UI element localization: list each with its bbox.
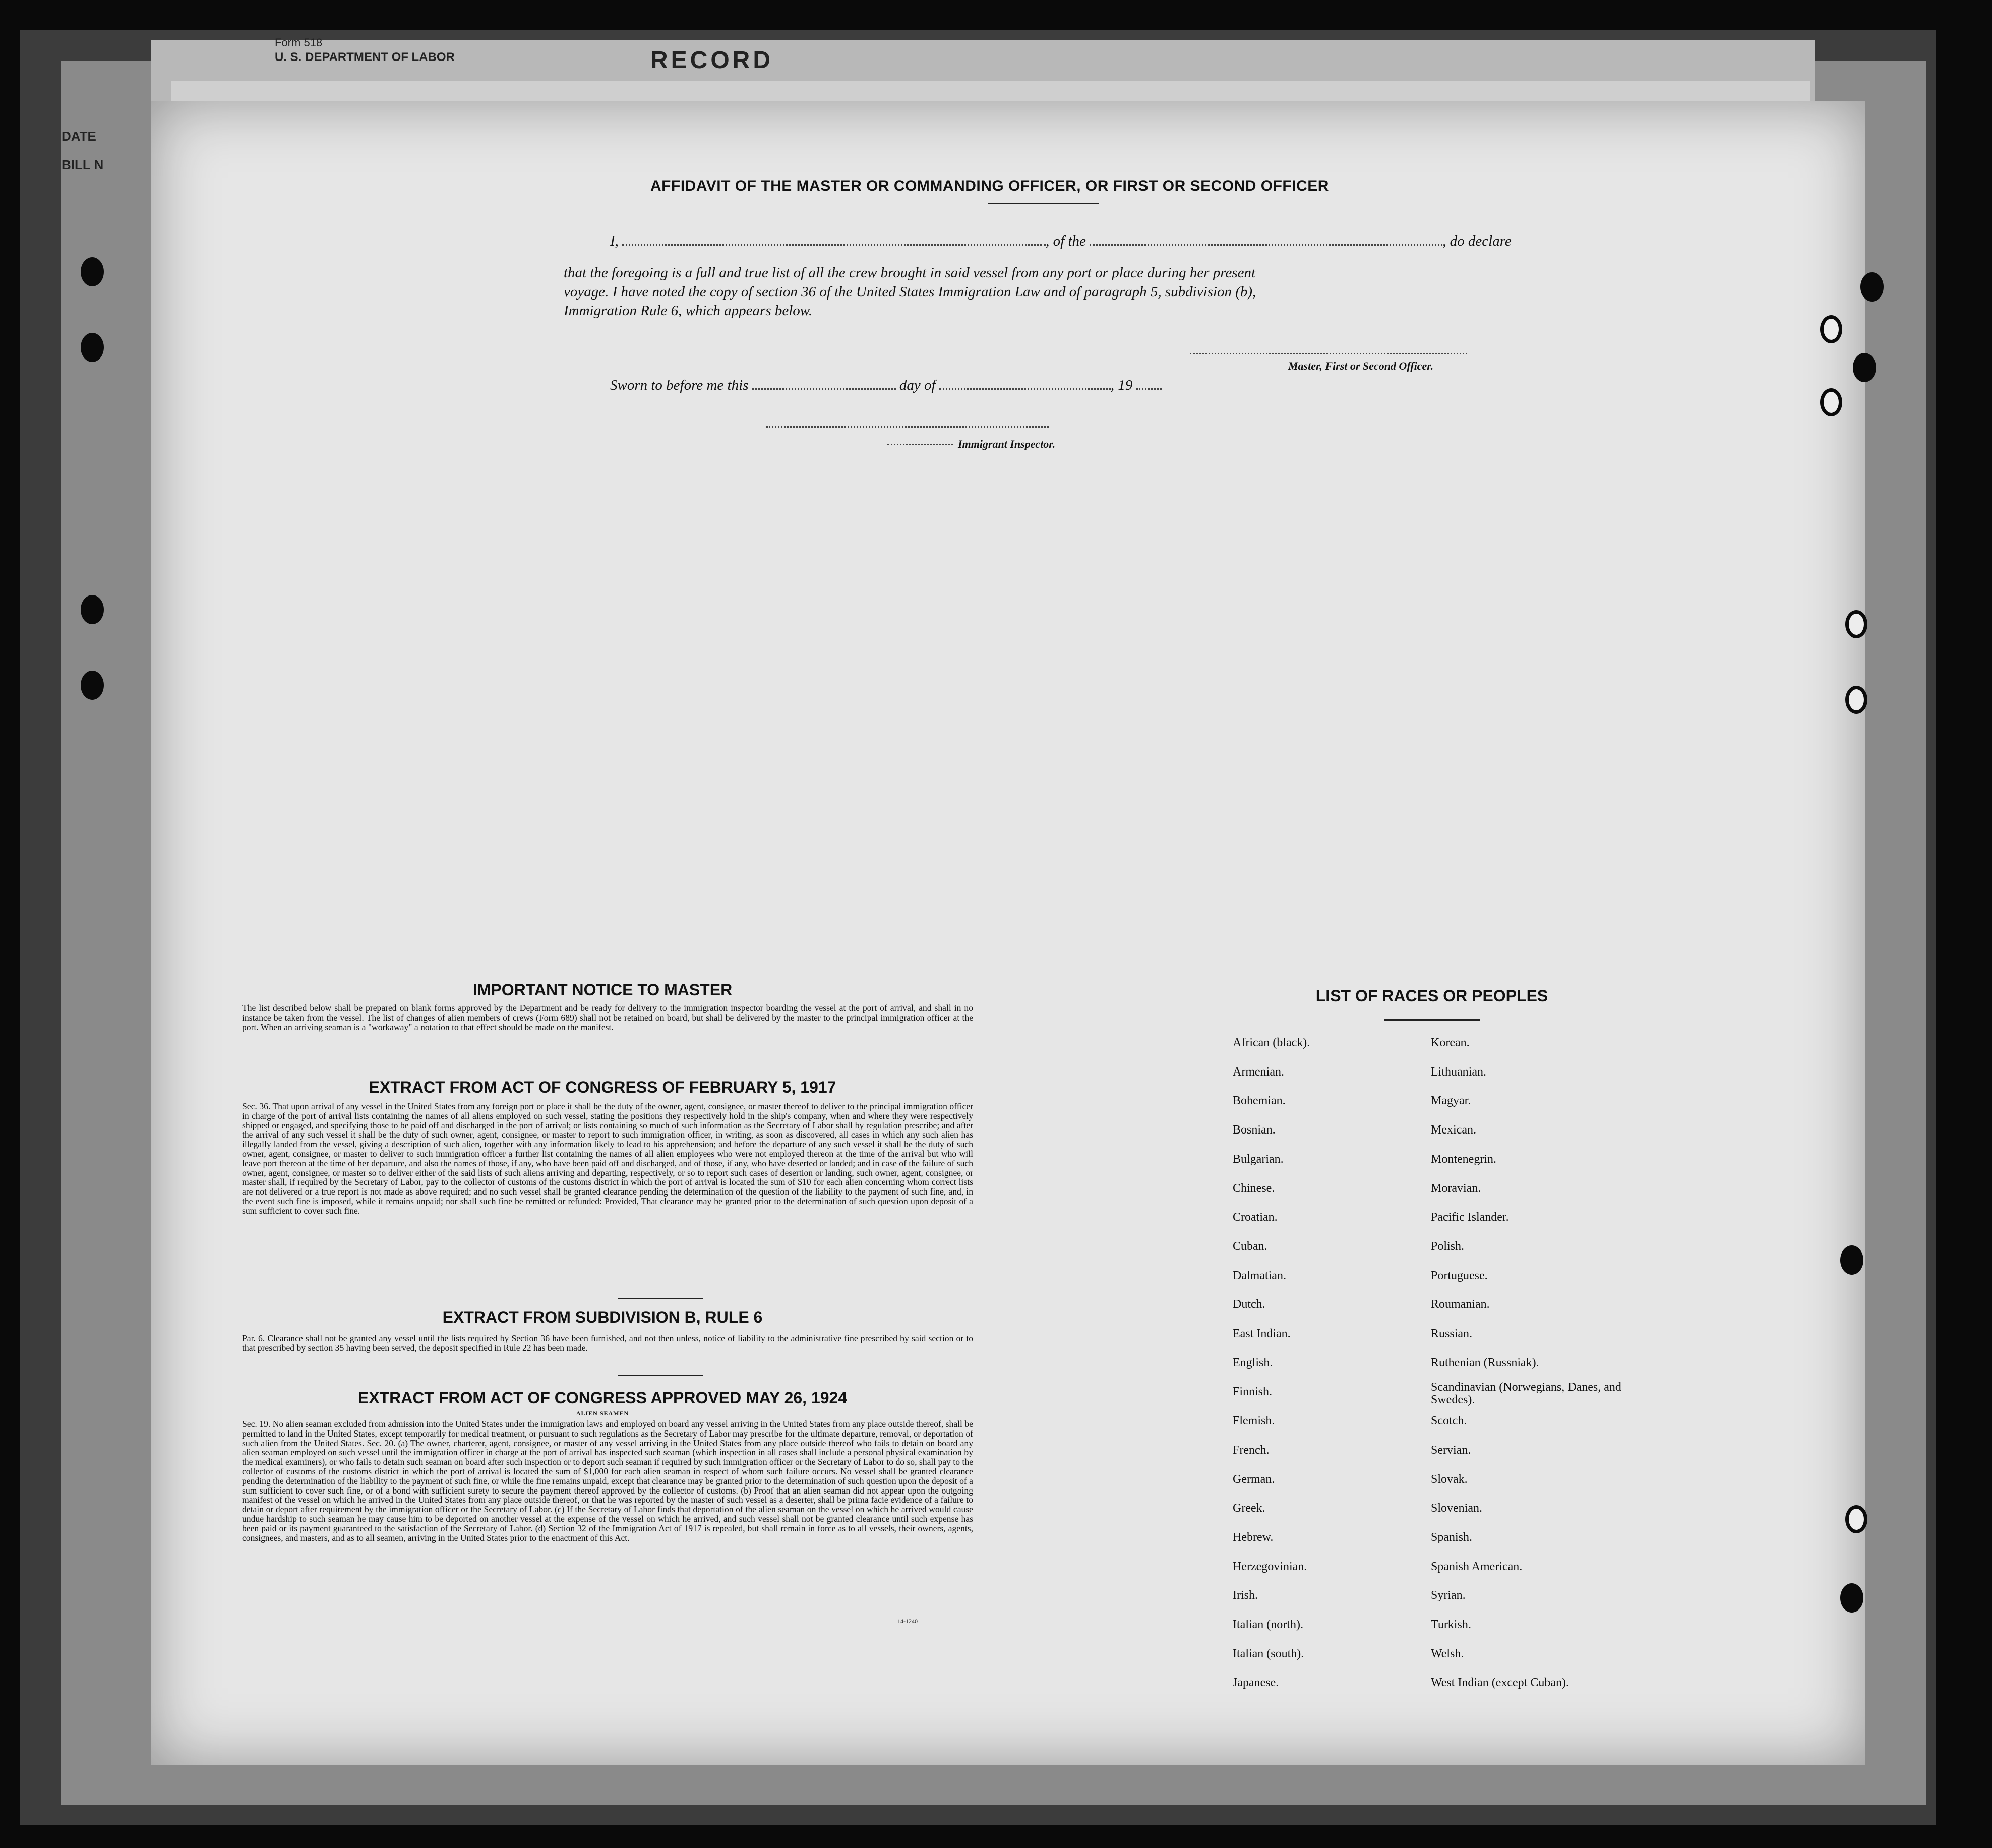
races-title: LIST OF RACES OR PEOPLES	[1315, 987, 1548, 1005]
race-item: Bosnian.	[1233, 1123, 1276, 1137]
punch-hole	[81, 671, 104, 700]
sworn-day-field[interactable]	[752, 377, 896, 390]
affidavit-of-the: , of the	[1046, 233, 1086, 249]
punch-hole	[1845, 610, 1867, 638]
extract-rule6-title: EXTRACT FROM SUBDIVISION B, RULE 6	[442, 1308, 763, 1326]
race-item: Irish.	[1233, 1589, 1258, 1602]
race-item: Korean.	[1431, 1036, 1470, 1049]
race-item: East Indian.	[1233, 1327, 1291, 1340]
race-item: Pacific Islander.	[1431, 1211, 1509, 1224]
extract-1924-text: Sec. 19. No alien seaman excluded from admission into the United States under the immigration laws and employed on board any vessel arriving in the United States from any place outside thereof, shall be permitted to land in the United States, except temporarily for medical treatment, or pursuant to such regulations as the Secretary of Labor may prescribe for the ultimate departure, removal, or deportation of such alien from the United States. Sec. 20. (a) The owner, charterer, agent, consignee, or master of any vessel arriving in the United States from any place outside thereof who fails to detain on board any alien seaman employed on such vessel until the immigration officer in charge at the port of arrival has inspected such seaman (which inspection in all cases shall include a personal physical examination by the medical examiners), or who fails to detain such seaman on board after such inspection or to deport such seaman if required by such immigration officer or the Secretary of Labor to do so, shall pay to the collector of customs of the customs district in which the port of arrival is located the sum of $1,000 for each alien seaman in respect of whom such failure occurs. No vessel shall be granted clearance pending the determination of the liability to the payment of such fine, or while the fine remains unpaid, except that clearance may be granted prior to the determination of such question upon the deposit of a sum sufficient to cover such fine, or of a bond with sufficient surety to secure the payment thereof approved by the collector of customs. (b) Proof that an alien seaman did not appear upon the outgoing manifest of the vessel on which he arrived in the United States from any place outside thereof, or that he was reported by the master of such vessel as a deserter, shall be prima facie evidence of a failure to detain or deport after requirement by the immigration officer or the Secretary of Labor. (c) If the Secretary of Labor finds that deportation of the alien seaman on the vessel on which he arrived would cause undue hardship to such seaman he may cause him to be deported on another vessel at the expense of the vessel on which he arrived, and such vessel shall not be granted clearance until such expense has been paid or its payment guaranteed to the satisfaction of the Secretary of Labor. (d) Section 32 of the Immigration Act of 1917 is repealed, but shall remain in force as to all vessels, their owners, agents, consignees, and masters, and as to all seamen, arriving in the United States prior to the enactment of this Act.	[242, 1419, 973, 1543]
sworn-prefix: Sworn to before me this	[610, 377, 749, 393]
race-item: French.	[1233, 1443, 1270, 1457]
notice-title: IMPORTANT NOTICE TO MASTER	[472, 981, 733, 999]
department-label: U. S. DEPARTMENT OF LABOR	[275, 50, 455, 64]
race-item: Hebrew.	[1233, 1530, 1274, 1544]
inspector-signature-label: Immigrant Inspector.	[958, 438, 1056, 450]
race-item: Moravian.	[1431, 1181, 1481, 1195]
race-item: English.	[1233, 1356, 1273, 1369]
punch-hole	[1845, 1505, 1867, 1533]
race-item: Slovak.	[1431, 1472, 1468, 1486]
notice-text: The list described below shall be prepared on blank forms approved by the Department and be ready for delivery to the immigration inspector boarding the vessel at the port of arrival, and shall in no instance be taken from the vessel. The list of changes of alien members of crews (Form 689) shall not be retained on board, but shall be delivered by the master to the principal immigration officer at the port. When an arriving seaman is a "workaway" a notation to that effect should be made on the manifest.	[242, 1003, 973, 1032]
punch-hole	[1860, 272, 1884, 302]
race-item: Armenian.	[1233, 1065, 1284, 1079]
race-item: Japanese.	[1233, 1676, 1279, 1690]
extract-rule6-text: Par. 6. Clearance shall not be granted any vessel until the lists required by Section 36 have been furnished, and not then unless, notice of liability to the administrative fine prescribed by said section or to that prescribed by section 35 having been served, the deposit specified in Rule 22 has been made.	[242, 1333, 973, 1353]
dotted-leader	[887, 444, 953, 445]
race-item: Croatian.	[1233, 1211, 1278, 1224]
race-item: Greek.	[1233, 1502, 1265, 1515]
race-item: Herzegovinian.	[1233, 1560, 1307, 1573]
race-item: Scotch.	[1431, 1414, 1467, 1428]
race-item: Bohemian.	[1233, 1094, 1286, 1108]
race-item: Spanish American.	[1431, 1560, 1523, 1573]
extract-1917-text: Sec. 36. That upon arrival of any vessel in the United States from any foreign port or place it shall be the duty of the owner, agent, consignee, or master thereof to deliver to the principal immigration officer in charge of the port of arrival lists containing the names of all aliens employed on such vessel, stating the positions they respectively hold in the ship's company, when and where they were respectively shipped or engaged, and specifying those to be paid off and discharged in the port of arrival; or lists containing so much of such information as the Secretary of Labor shall by regulation prescribe; and after the arrival of any such vessel it shall be the duty of such owner, agent, consignee, or master to report to such immigration officer, in writing, as soon as discovered, all cases in which any such alien has illegally landed from the vessel, giving a description of such alien, together with any information likely to lead to his apprehension; and before the departure of any such vessel it shall be the duty of such owner, agent, consignee, or master to deliver to such immigration officer a further list containing the names of all alien employees who were not employed thereon at the time of the arrival but who will leave port thereon at the time of her departure, and also the names of those, if any, who have been paid off and discharged, and of those, if any, who have deserted or landed; and in case of the failure of such owner, agent, consignee, or master so to deliver either of the said lists of such aliens arriving and departing, respectively, or so to report such cases of desertion or landing, such owner, agent, consignee, or master shall, if required by the Secretary of Labor, pay to the collector of customs of the customs district in which the port of arrival is located the sum of $10 for each alien concerning whom correct lists are not delivered or a true report is not made as above required; and no such vessel shall be granted clearance pending the determination of the question of the liability to the payment of such fine, and, in the event such fine is imposed, while it remains unpaid; nor shall such fine be remitted or refunded: Provided, That clearance may be granted prior to the determination of such question upon deposit of a sum sufficient to cover such fine.	[242, 1101, 973, 1216]
punch-hole	[1820, 315, 1842, 343]
punch-hole	[1820, 388, 1842, 416]
punch-hole	[1840, 1245, 1863, 1275]
race-item: Magyar.	[1431, 1094, 1471, 1108]
race-item: Polish.	[1431, 1239, 1465, 1253]
form-number: Form 518	[275, 36, 323, 49]
inspector-signature-field[interactable]	[766, 426, 1049, 428]
sworn-line	[610, 377, 1162, 394]
affidavit-i: I,	[610, 233, 619, 249]
race-item: Ruthenian (Russniak).	[1431, 1356, 1539, 1369]
race-item: Chinese.	[1233, 1181, 1275, 1195]
race-item: Italian (south).	[1233, 1647, 1304, 1660]
race-item: Portuguese.	[1431, 1269, 1488, 1282]
race-item: Turkish.	[1431, 1618, 1471, 1631]
divider	[618, 1375, 703, 1376]
sworn-year-field[interactable]	[1136, 377, 1162, 390]
race-item: Finnish.	[1233, 1385, 1273, 1399]
race-item: Roumanian.	[1431, 1298, 1490, 1312]
race-item: African (black).	[1233, 1036, 1310, 1049]
race-item: German.	[1233, 1472, 1275, 1486]
race-item: Servian.	[1431, 1443, 1471, 1457]
race-item: Welsh.	[1431, 1647, 1464, 1660]
race-item: Slovenian.	[1431, 1502, 1482, 1515]
date-label: DATE	[62, 129, 96, 144]
punch-hole	[1840, 1583, 1863, 1613]
race-item: West Indian (except Cuban).	[1431, 1676, 1569, 1690]
divider	[1384, 1019, 1480, 1021]
record-heading: RECORD	[650, 47, 774, 74]
sworn-month-field[interactable]	[939, 377, 1111, 390]
sworn-day-of: day of	[899, 377, 936, 393]
race-item: Bulgarian.	[1233, 1152, 1284, 1166]
affidavit-line4: Immigration Rule 6, which appears below.	[564, 303, 813, 319]
divider	[988, 203, 1099, 204]
affidavit-line3: voyage. I have noted the copy of section 36 of the United States Immigration Law and of paragraph 5, subdivision (b),	[564, 284, 1256, 300]
race-item: Russian.	[1431, 1327, 1473, 1340]
vessel-field[interactable]	[1090, 233, 1442, 246]
race-item: Montenegrin.	[1431, 1152, 1496, 1166]
race-item: Italian (north).	[1233, 1618, 1303, 1631]
race-item: Dalmatian.	[1233, 1269, 1286, 1282]
form-code: 14-1240	[897, 1618, 918, 1625]
sworn-year: , 19	[1110, 377, 1133, 393]
race-item: Spanish.	[1431, 1530, 1473, 1544]
master-signature-label: Master, First or Second Officer.	[1288, 360, 1434, 372]
race-item: Cuban.	[1233, 1239, 1267, 1253]
master-signature-field[interactable]	[1190, 353, 1467, 354]
affidavit-line2: that the foregoing is a full and true list of all the crew brought in said vessel from any port or place during her present	[564, 265, 1256, 281]
punch-hole	[1853, 353, 1876, 382]
race-item: Syrian.	[1431, 1589, 1466, 1602]
affidavit-title: AFFIDAVIT OF THE MASTER OR COMMANDING OFFICER, OR FIRST OR SECOND OFFICER	[650, 177, 1329, 194]
race-item: Mexican.	[1431, 1123, 1476, 1137]
punch-hole	[81, 595, 104, 624]
race-item: Dutch.	[1233, 1298, 1265, 1312]
punch-hole	[1845, 686, 1867, 714]
extract-1917-title: EXTRACT FROM ACT OF CONGRESS OF FEBRUARY 5, 1917	[369, 1078, 836, 1096]
race-item: Flemish.	[1233, 1414, 1275, 1428]
extract-1924-title: EXTRACT FROM ACT OF CONGRESS APPROVED MAY 26, 1924	[357, 1389, 848, 1407]
race-item: Lithuanian.	[1431, 1065, 1486, 1079]
punch-hole	[81, 333, 104, 362]
bill-label: BILL N	[62, 157, 104, 172]
affidavit-declare: , do declare	[1442, 233, 1512, 249]
punch-hole	[81, 257, 104, 286]
divider	[618, 1298, 703, 1299]
affidavit-line1	[610, 233, 1512, 250]
race-item: Scandinavian (Norwegians, Danes, and Swedes).	[1431, 1381, 1621, 1407]
extract-1924-subtitle: ALIEN SEAMEN	[576, 1410, 629, 1417]
name-field[interactable]	[622, 233, 1046, 246]
